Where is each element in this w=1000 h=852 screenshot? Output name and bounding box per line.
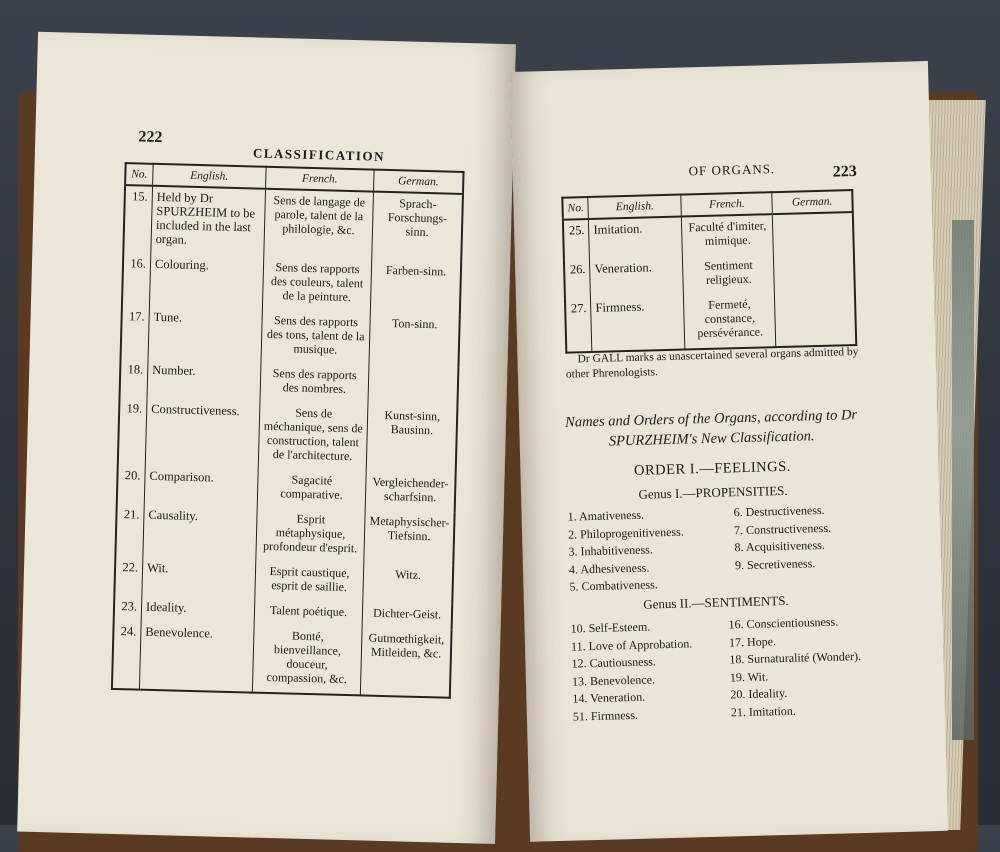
german-cell: Ton-sinn.	[369, 313, 460, 368]
french-cell: Sagacité comparative.	[257, 469, 367, 511]
french-cell: Sentiment religieux.	[683, 254, 775, 295]
table-row	[121, 306, 460, 368]
table-row	[112, 621, 452, 698]
organ-list-item: 18. Surnaturalité (Wonder).	[729, 649, 862, 667]
genus-heading: Genus I.—PROPENSITIES.	[638, 482, 788, 502]
row-number: 17.	[128, 309, 145, 324]
table-row	[115, 504, 454, 566]
english-cell: Constructiveness.	[145, 399, 259, 469]
english-cell: Veneration.	[590, 257, 684, 298]
organ-list-right	[733, 502, 832, 575]
english-cell: Causality.	[143, 505, 257, 561]
french-cell: Sens des rapports des nombres.	[260, 363, 370, 405]
row-number: 22.	[122, 560, 139, 575]
table-row	[123, 185, 463, 262]
english-cell: Benevolence.	[139, 622, 253, 693]
row-number: 26.	[569, 262, 586, 277]
column-header: English.	[153, 164, 266, 189]
german-cell: Vergleichender-scharfsinn.	[365, 471, 455, 512]
english-cell: Wit.	[142, 558, 256, 600]
table-row	[122, 253, 461, 315]
french-cell: Sens de langage de parole, talent de la philologie, &c.	[263, 189, 373, 260]
table-row	[565, 291, 856, 353]
organ-list-item: 17. Hope.	[728, 633, 777, 649]
organ-list-left	[570, 617, 694, 725]
row-number: 27.	[570, 301, 587, 316]
french-cell: Talent poétique.	[254, 600, 363, 628]
row-number: 15.	[131, 189, 148, 204]
row-number: 24.	[120, 624, 137, 639]
organ-list-item: 9. Secretiveness.	[734, 555, 816, 572]
running-head: OF ORGANS.	[688, 161, 776, 179]
column-header: German.	[374, 170, 464, 194]
organ-table	[111, 162, 465, 699]
german-cell	[775, 291, 857, 347]
row-number: 20.	[124, 468, 141, 483]
note-paragraph: Dr GALL marks as unascertained several organs admitted by other Phrenologists.	[565, 345, 859, 381]
organ-list-item: 16. Conscientiousness.	[728, 614, 839, 632]
english-cell: Colouring.	[149, 254, 263, 310]
row-number: 18.	[127, 362, 144, 377]
organ-list-item: 6. Destructiveness.	[733, 502, 825, 520]
german-cell: Gutmœthigkeit, Mitleiden, &c.	[361, 627, 452, 697]
german-cell: Kunst-sinn, Bausinn.	[366, 405, 457, 474]
french-cell: Sens des rapports des tons, talent de la musique.	[261, 310, 371, 366]
organ-list-item: 14. Veneration.	[572, 689, 646, 706]
organ-list-item: 12. Cautiousness.	[571, 654, 657, 671]
column-header: French.	[681, 192, 773, 216]
organ-list-item: 13. Benevolence.	[571, 671, 656, 689]
running-head: CLASSIFICATION	[252, 145, 386, 164]
organ-list-item: 51. Firmness.	[572, 707, 639, 724]
german-cell	[773, 212, 854, 254]
organ-list-item: 7. Constructiveness.	[733, 520, 832, 537]
organ-list-item: 19. Wit.	[729, 668, 769, 684]
column-header: German.	[772, 190, 853, 214]
column-header: English.	[588, 195, 682, 219]
section-heading: Names and Orders of the Organs, according to Dr SPURZHEIM's New Classification.	[564, 407, 858, 450]
genus-heading: Genus II.—SENTIMENTS.	[643, 592, 789, 612]
french-cell: Sens de méchanique, sens de construction, talent de l'architecture.	[258, 402, 368, 472]
organ-list-item: 5. Combativeness.	[569, 577, 658, 594]
organ-list-item: 4. Adhesiveness.	[568, 560, 650, 577]
german-cell: Farben-sinn.	[371, 260, 462, 315]
organ-list-item: 2. Philoprogenitiveness.	[567, 524, 684, 542]
organ-list-item: 11. Love of Approbation.	[570, 635, 693, 654]
organ-list-item: 1. Amativeness.	[567, 507, 645, 524]
page-number: 223	[832, 162, 857, 181]
organ-table	[561, 189, 857, 354]
organ-list-item: 10. Self-Esteem.	[570, 619, 651, 636]
french-cell: Faculté d'imiter, mimique.	[682, 214, 774, 256]
english-cell: Ideality.	[141, 597, 254, 625]
french-cell: Bonté, bienveillance, douceur, compassion, &c.	[252, 625, 362, 696]
column-header: No.	[125, 163, 153, 186]
german-cell: Dichter-Geist.	[362, 602, 452, 629]
row-number: 16.	[130, 256, 147, 271]
right-page	[510, 61, 948, 842]
french-cell: Esprit caustique, esprit de saillie.	[255, 561, 365, 603]
column-header: French.	[265, 167, 374, 192]
row-number: 25.	[568, 223, 585, 238]
marbled-edge	[952, 220, 974, 740]
order-heading: ORDER I.—FEELINGS.	[633, 458, 792, 479]
row-number: 19.	[126, 401, 143, 416]
organ-list-right	[728, 613, 862, 721]
organ-list-item: 3. Inhabitiveness.	[568, 542, 654, 559]
german-cell	[774, 252, 855, 293]
row-number: 23.	[121, 599, 138, 614]
english-cell: Tune.	[148, 307, 262, 363]
english-cell: Held by Dr SPURZHEIM to be included in the last organ.	[151, 186, 265, 257]
row-number: 21.	[123, 507, 140, 522]
english-cell: Number.	[147, 360, 261, 402]
english-cell: Firmness.	[591, 296, 685, 352]
left-page	[17, 32, 516, 844]
organ-list-item: 8. Acquisitiveness.	[734, 537, 825, 555]
german-cell	[368, 366, 458, 407]
page-number: 222	[138, 128, 163, 147]
german-cell: Witz.	[363, 563, 453, 604]
german-cell: Metaphysischer-Tiefsinn.	[364, 510, 455, 565]
english-cell: Imitation.	[589, 217, 683, 259]
table-row	[118, 398, 458, 474]
column-header: No.	[562, 197, 588, 220]
organ-list-left	[567, 506, 685, 596]
french-cell: Sens des rapports des couleurs, talent de la peinture.	[262, 257, 372, 313]
french-cell: Fermeté, constance, persévérance.	[684, 293, 776, 349]
organ-list-item: 21. Imitation.	[730, 703, 796, 719]
french-cell: Esprit métaphysique, profondeur d'esprit.	[256, 508, 366, 564]
german-cell: Sprach-Forschungs-sinn.	[372, 192, 463, 262]
organ-list-item: 20. Ideality.	[730, 685, 788, 702]
english-cell: Comparison.	[144, 466, 258, 508]
